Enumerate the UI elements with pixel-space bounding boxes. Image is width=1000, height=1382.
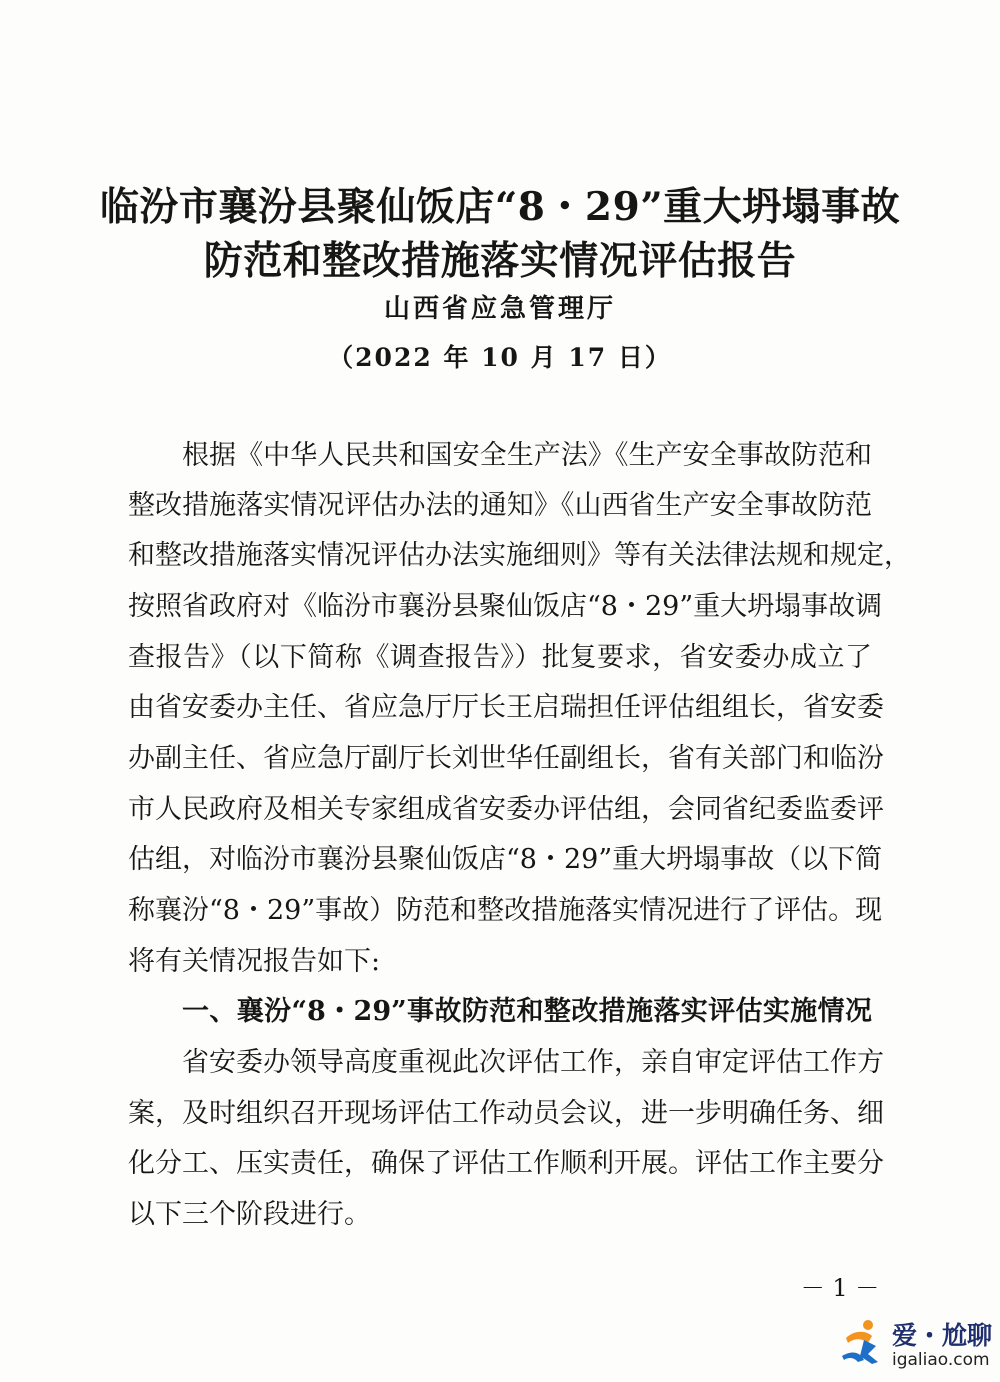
body-line: 估组，对临汾市襄汾县聚仙饭店“8・29”重大坍塌事故（以下简 bbox=[128, 844, 883, 875]
body-line: 由省安委办主任、省应急厅厅长王启瑞担任评估组组长，省安委 bbox=[128, 692, 884, 723]
body-line: 市人民政府及相关专家组成省安委办评估组，会同省纪委监委评 bbox=[128, 794, 884, 825]
issuing-organization: 山西省应急管理厅 bbox=[383, 294, 616, 324]
section-line: 案，及时组织召开现场评估工作动员会议，进一步明确任务、细 bbox=[128, 1098, 884, 1129]
body-line: 称襄汾“8・29”事故）防范和整改措施落实情况进行了评估。现 bbox=[128, 895, 883, 926]
runner-logo-icon bbox=[838, 1316, 890, 1368]
watermark-url: igaliao.com bbox=[892, 1350, 990, 1370]
body-line: 根据《中华人民共和国安全生产法》《生产安全事故防范和 bbox=[182, 440, 872, 471]
document-date: （2022 年 10 月 17 日） bbox=[328, 343, 672, 372]
watermark-site-name: 爱・尬聊 bbox=[892, 1321, 993, 1350]
body-line: 整改措施落实情况评估办法的通知》《山西省生产安全事故防范 bbox=[128, 490, 872, 521]
section-line: 以下三个阶段进行。 bbox=[128, 1199, 371, 1230]
section-line: 化分工、压实责任，确保了评估工作顺利开展。评估工作主要分 bbox=[128, 1148, 884, 1179]
section-heading: 一、襄汾“8・29”事故防范和整改措施落实评估实施情况 bbox=[182, 996, 872, 1027]
body-line: 按照省政府对《临汾市襄汾县聚仙饭店“8・29”重大坍塌事故调 bbox=[128, 591, 883, 622]
page-number: － 1 － bbox=[800, 1274, 880, 1302]
section-line: 省安委办领导高度重视此次评估工作，亲自审定评估工作方 bbox=[182, 1047, 884, 1078]
body-line: 查报告》（以下简称《调查报告》）批复要求，省安委办成立了 bbox=[128, 642, 872, 673]
body-line: 将有关情况报告如下: bbox=[128, 946, 381, 977]
document-title-line-2: 防范和整改措施落实情况评估报告 bbox=[203, 238, 797, 284]
document-title-line-1: 临汾市襄汾县聚仙饭店“8・29”重大坍塌事故 bbox=[99, 184, 901, 230]
site-watermark bbox=[838, 1314, 998, 1374]
body-line: 办副主任、省应急厅副厅长刘世华任副组长，省有关部门和临汾 bbox=[128, 743, 884, 774]
body-line: 和整改措施落实情况评估办法实施细则》等有关法律法规和规定， bbox=[128, 540, 911, 571]
